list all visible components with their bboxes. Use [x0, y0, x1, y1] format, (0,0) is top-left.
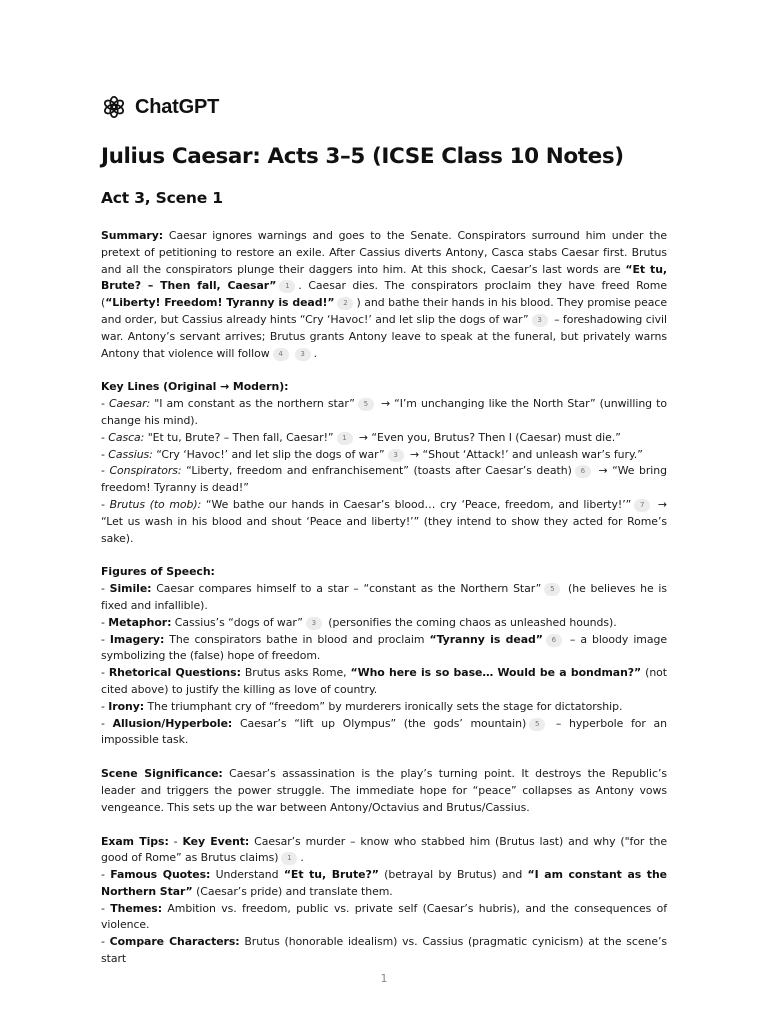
figure-text: Caesar’s “lift up Olympus” (the gods’ mountain) — [232, 716, 527, 730]
figure-text: (personifies the coming chaos as unleashed hounds). — [324, 615, 617, 629]
figure-imagery: - Imagery: The conspirators bathe in blood and proclaim “Tyranny is dead” 6 – a bloody image symbolizing the (false) hope of freedom. — [101, 632, 667, 663]
citation-badge[interactable]: 6 — [546, 634, 562, 647]
exam-tip-themes: - Themes: Ambition vs. freedom, public vs. private self (Caesar’s hubris), and the consequences of violence. — [101, 901, 667, 932]
citation-badge[interactable]: 1 — [281, 852, 297, 865]
brand-header — [101, 92, 667, 122]
tip-text: . — [300, 851, 304, 865]
document-page — [101, 92, 667, 968]
quote-bold: “Who here is so base… Would be a bondman?” — [350, 666, 642, 680]
tip-text: Brutus (honorable idealism) vs. Cassius (pragmatic cynicism) at the scene’s start — [101, 935, 668, 966]
figure-text: Brutus asks Rome, — [240, 666, 351, 680]
citation-badge[interactable]: 5 — [529, 718, 545, 731]
original-line: “Liberty, freedom and enfranchisement” (toasts after Caesar’s death) — [181, 464, 572, 478]
citation-badge[interactable]: 5 — [544, 583, 560, 596]
original-line: "I am constant as the northern star” — [150, 397, 355, 411]
key-line-item: - Brutus (to mob): “We bathe our hands in Caesar’s blood… cry ‘Peace, freedom, and liberty!’” 7 → “Let us wash in his blood and shout ‘Peace and liberty!’” (they intend to show they acted for Rome’s sake). — [101, 497, 667, 545]
key-lines-heading: Key Lines (Original → Modern): — [101, 380, 289, 394]
figure-text: – a bloody image symbolizing the (false) hope of freedom. — [101, 632, 667, 663]
figure-label: Imagery: — [109, 632, 165, 646]
citation-badge[interactable]: 3 — [295, 348, 311, 361]
brand-name: ChatGPT — [135, 95, 220, 118]
key-line-item: - Casca: "Et tu, Brute? – Then fall, Caesar!” 1 → “Even you, Brutus? Then I (Caesar) must die.” — [101, 430, 621, 444]
tip-label: Compare Characters: — [109, 935, 240, 949]
figure-label: Simile: — [109, 582, 152, 596]
tip-text: Understand — [210, 868, 284, 882]
figure-text: Cassius’s “dogs of war” — [171, 615, 303, 629]
significance-label: Scene Significance: — [101, 767, 223, 781]
tip-label: Famous Quotes: — [110, 868, 211, 882]
citation-badge[interactable]: 3 — [388, 449, 404, 462]
figure-metaphor: - Metaphor: Cassius’s “dogs of war” 3 (personifies the coming chaos as unleashed hounds). — [101, 615, 617, 629]
openai-logo-icon — [101, 94, 127, 120]
figure-text: Caesar compares himself to a star – “constant as the Northern Star” — [151, 582, 542, 596]
figure-simile: - Simile: Caesar compares himself to a star – “constant as the Northern Star” 5 (he believes he is fixed and infallible). — [101, 582, 667, 612]
quote-bold: “Liberty! Freedom! Tyranny is dead!” — [105, 296, 335, 310]
modern-line: → “We bring freedom! Tyranny is dead!” — [101, 464, 668, 495]
exam-tips-section — [101, 834, 667, 968]
summary-label: Summary: — [101, 229, 164, 242]
section-heading: Act 3, Scene 1 — [101, 189, 223, 207]
summary-paragraph — [101, 228, 667, 362]
tip-text: (betrayal by Brutus) and — [378, 868, 528, 882]
figure-label: Irony: — [108, 699, 145, 713]
modern-line: → “Let us wash in his blood and shout ‘Peace and liberty!’” (they intend to show they acted for Rome’s sake). — [101, 497, 667, 545]
speaker: Conspirators: — [109, 464, 182, 478]
quote-bold: “Tyranny is dead” — [429, 632, 543, 646]
figure-text: (he believes he is fixed and infallible). — [101, 582, 667, 612]
key-lines-section — [101, 379, 667, 547]
summary-text: Caesar ignores warnings and goes to the Senate. Conspirators surround him under the pretext of petitioning to restore an exile. After Cassius diverts Antony, Casca stabs Caesar first. Brutus and all the conspirators plunge their daggers into him. At this shock, Caesar’s last words are — [101, 229, 667, 276]
exam-tip-compare: - Compare Characters: Brutus (honorable idealism) vs. Cassius (pragmatic cynicism) at the scene’s start — [101, 935, 668, 966]
key-line-item: - Caesar: "I am constant as the northern star” 5 → “I’m unchanging like the North Star” (unwilling to change his mind). — [101, 397, 667, 427]
key-line-item: - Cassius: “Cry ‘Havoc!’ and let slip the dogs of war” 3 → “Shout ‘Attack!’ and unleash war’s fury.” — [101, 447, 643, 461]
figures-of-speech-section — [101, 564, 667, 749]
figure-rhetorical: - Rhetorical Questions: Brutus asks Rome, “Who here is so base… Would be a bondman?” (not cited above) to justify the killing as love of country. — [101, 666, 668, 696]
speaker: Cassius: — [108, 447, 153, 461]
modern-line: → “Shout ‘Attack!’ and unleash war’s fury.” — [410, 447, 643, 461]
tip-label: Themes: — [110, 901, 163, 915]
document-title: Julius Caesar: Acts 3–5 (ICSE Class 10 Notes) — [101, 144, 624, 169]
citation-badge[interactable]: 6 — [575, 465, 591, 478]
citation-badge[interactable]: 5 — [358, 398, 374, 411]
figure-text: The triumphant cry of “freedom” by murderers ironically sets the stage for dictatorship. — [144, 699, 623, 713]
figures-heading: Figures of Speech: — [101, 565, 215, 579]
key-line-item: - Conspirators: “Liberty, freedom and enfranchisement” (toasts after Caesar’s death) 6 → “We bring freedom! Tyranny is dead!” — [101, 464, 668, 495]
scene-significance-paragraph — [101, 766, 667, 816]
page-number: 1 — [380, 972, 388, 985]
summary-text: – foreshadowing civil war. Antony’s servant arrives; Brutus grants Antony leave to speak at the funeral, but privately warns Antony that violence will follow — [101, 312, 667, 360]
tip-text: Ambition vs. freedom, public vs. private self (Caesar’s hubris), and the consequences of violence. — [101, 901, 667, 932]
citation-badge[interactable]: 3 — [532, 314, 548, 327]
figure-label: Allusion/Hyperbole: — [112, 716, 233, 730]
summary-text: . — [313, 346, 317, 360]
figure-label: Rhetorical Questions: — [108, 666, 241, 680]
figure-text: (not cited above) to justify the killing as love of country. — [101, 666, 668, 696]
figure-text: – hyperbole for an impossible task. — [101, 716, 668, 747]
figure-irony: - Irony: The triumphant cry of “freedom” by murderers ironically sets the stage for dictatorship. — [101, 699, 623, 713]
exam-tip-key-event: Exam Tips: - Key Event: Caesar’s murder – know who stabbed him (Brutus last) and why ("for the good of Rome” as Brutus claims) 1 . — [101, 834, 667, 865]
tip-label: Key Event: — [182, 834, 250, 848]
speaker: Caesar: — [109, 397, 151, 411]
modern-line: → “Even you, Brutus? Then I (Caesar) must die.” — [358, 430, 621, 444]
quote-bold: “Et tu, Brute? – Then fall, Caesar” — [101, 262, 667, 293]
tip-text: (Caesar’s pride) and translate them. — [192, 884, 393, 898]
speaker: Casca: — [108, 430, 145, 444]
figure-label: Metaphor: — [108, 615, 172, 629]
modern-line: → “I’m unchanging like the North Star” (unwilling to change his mind). — [101, 397, 667, 427]
tip-text: Caesar’s murder – know who stabbed him (Brutus last) and why ("for the good of Rome” as Brutus claims) — [101, 834, 667, 865]
original-line: “We bathe our hands in Caesar’s blood… cry ‘Peace, freedom, and liberty!’” — [201, 497, 632, 511]
citation-badge[interactable]: 1 — [279, 280, 295, 293]
citation-badge[interactable]: 1 — [337, 432, 353, 445]
significance-text: Caesar’s assassination is the play’s turning point. It destroys the Republic’s leader and triggers the power struggle. The immediate hope for “peace” collapses as Antony vows vengeance. This sets up the war between Antony/Octavius and Brutus/Cassius. — [101, 767, 667, 814]
original-line: “Cry ‘Havoc!’ and let slip the dogs of war” — [152, 447, 385, 461]
summary-text: ) and bathe their hands in his blood. They promise peace and order, but Cassius already hints “Cry ‘Havoc!’ and let slip the dogs of war” — [101, 296, 667, 326]
citation-badge[interactable]: 7 — [634, 499, 650, 512]
exam-tip-quotes: - Famous Quotes: Understand “Et tu, Brute?” (betrayal by Brutus) and “I am constant as the Northern Star” (Caesar’s pride) and translate them. — [101, 868, 668, 898]
citation-badge[interactable]: 2 — [337, 297, 353, 310]
exam-tips-label: Exam Tips: — [101, 834, 169, 848]
figure-allusion: - Allusion/Hyperbole: Caesar’s “lift up Olympus” (the gods’ mountain) 5 – hyperbole for an impossible task. — [101, 716, 668, 747]
speaker: Brutus (to mob): — [109, 497, 202, 511]
original-line: "Et tu, Brute? – Then fall, Caesar!” — [144, 430, 334, 444]
citation-badge[interactable]: 4 — [273, 348, 289, 361]
summary-text: . Caesar dies. The conspirators proclaim they have freed Rome ( — [101, 279, 667, 310]
citation-badge[interactable]: 3 — [306, 617, 322, 630]
figure-text: The conspirators bathe in blood and proclaim — [164, 632, 430, 646]
quote-bold: “I am constant as the Northern Star” — [101, 868, 668, 898]
quote-bold: “Et tu, Brute?” — [283, 868, 379, 882]
